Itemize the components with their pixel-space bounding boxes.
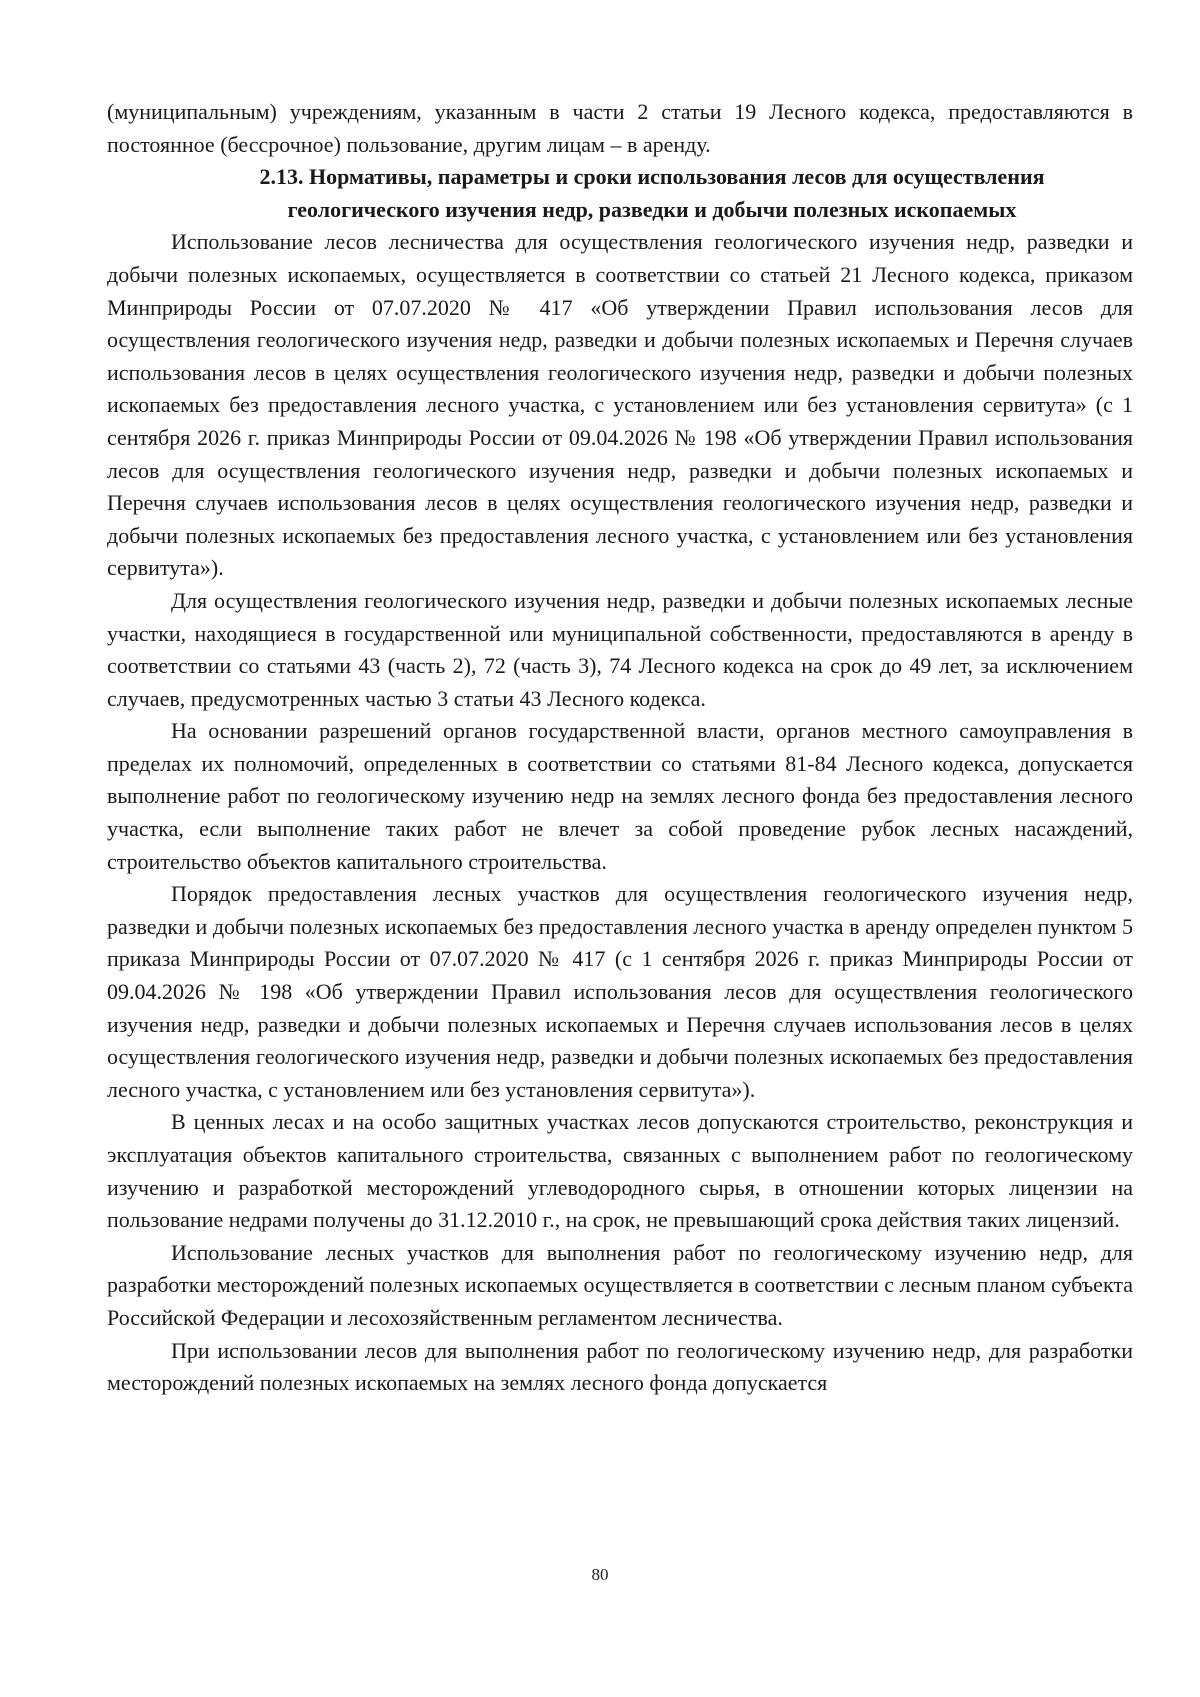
paragraph-7: При использовании лесов для выполнения работ по геологическому изучению недр, для разработки месторождений полезных ископаемых на землях лесного фонда допускается (107, 1337, 1133, 1396)
lead-paragraph: (муниципальным) учреждениям, указанным в части 2 статьи 19 Лесного кодекса, предоставляются в постоянное (бессрочное) пользование, другим лицам – в аренду. (107, 99, 1133, 157)
document-page (107, 96, 1133, 1400)
paragraph-1: Использование лесов лесничества для осуществления геологического изучения недр, разведки и добычи полезных ископаемых, осуществляется в соответствии со статьей 21 Лесного кодекса, приказом Минприроды России от 07.07.2020 № 417 «Об утверждении Правил использования лесов для осуществления геологического изучения недр, разведки и добычи полезных ископаемых и Перечня случаев использования лесов в целях осуществления геологического изучения недр, разведки и добычи полезных ископаемых без предоставления лесного участка, с установлением или без установления сервитута» (с 1 сентября 2026 г. приказ Минприроды России от 09.04.2026 № 198 «Об утверждении Правил использования лесов для осуществления геологического изучения недр, разведки и добычи полезных ископаемых и Перечня случаев использования лесов в целях осуществления геологического изучения недр, разведки и добычи полезных ископаемых без предоставления лесного участка, с установлением или без установления сервитута»). (107, 229, 1133, 581)
paragraph-6: Использование лесных участков для выполнения работ по геологическому изучению недр, для разработки месторождений полезных ископаемых осуществляется в соответствии с лесным планом субъекта Российской Федерации и лесохозяйственным регламентом лесничества. (107, 1239, 1133, 1330)
paragraph-5: В ценных лесах и на особо защитных участках лесов допускаются строительство, реконструкция и эксплуатация объектов капитального строительства, связанных с выполнением работ по геологическому изучению и разработкой месторождений углеводородного сырья, в отношении которых лицензии на пользование недрами получены до 31.12.2010 г., на срок, не превышающий срока действия таких лицензий. (107, 1109, 1133, 1233)
section-heading (107, 161, 1133, 226)
page-number: 80 (591, 1565, 609, 1584)
paragraph-3: На основании разрешений органов государственной власти, органов местного самоуправления в пределах их полномочий, определенных в соответствии со статьями 81-84 Лесного кодекса, допускается выполнение работ по геологическому изучению недр на землях лесного фонда без предоставления лесного участка, если выполнение таких работ не влечет за собой проведение рубок лесных насаждений, строительство объектов капитального строительства. (107, 718, 1133, 874)
section-heading-line-1: 2.13. Нормативы, параметры и сроки использования лесов для осуществления (259, 164, 1045, 190)
paragraph-2: Для осуществления геологического изучения недр, разведки и добычи полезных ископаемых лесные участки, находящиеся в государственной или муниципальной собственности, предоставляются в аренду в соответствии со статьями 43 (часть 2), 72 (часть 3), 74 Лесного кодекса на срок до 49 лет, за исключением случаев, предусмотренных частью 3 статьи 43 Лесного кодекса. (107, 587, 1133, 711)
paragraph-4: Порядок предоставления лесных участков для осуществления геологического изучения недр, разведки и добычи полезных ископаемых без предоставления лесного участка в аренду определен пунктом 5 приказа Минприроды России от 07.07.2020 № 417 (с 1 сентября 2026 г. приказ Минприроды России от 09.04.2026 № 198 «Об утверждении Правил использования лесов для осуществления геологического изучения недр, разведки и добычи полезных ископаемых и Перечня случаев использования лесов в целях осуществления геологического изучения недр, разведки и добычи полезных ископаемых без предоставления лесного участка, с установлением или без установления сервитута»). (107, 881, 1133, 1102)
section-heading-line-2: геологического изучения недр, разведки и добычи полезных ископаемых (287, 196, 1017, 222)
